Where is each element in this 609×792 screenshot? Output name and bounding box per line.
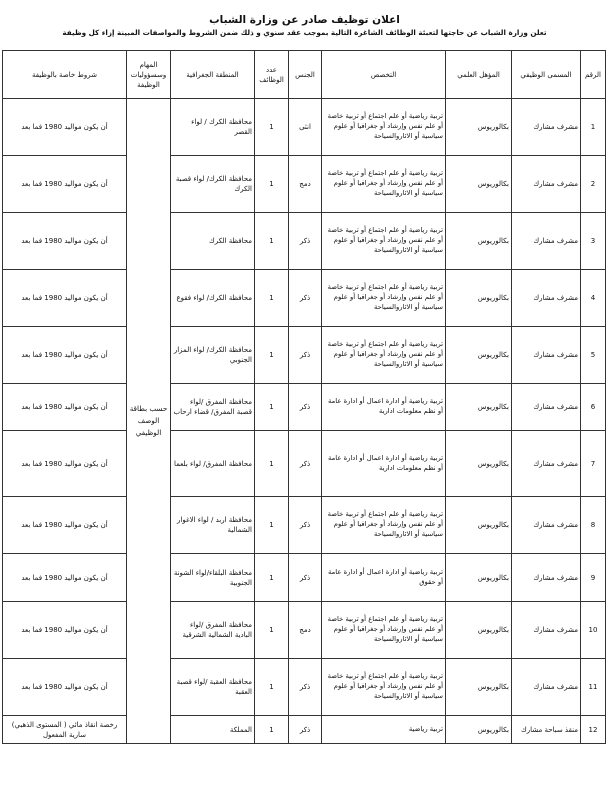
row-gender: ذكر (289, 384, 322, 431)
row-conditions: أن يكون مواليد 1980 فما بعد (3, 554, 127, 602)
row-gender: دمج (289, 156, 322, 213)
row-gender: ذكر (289, 431, 322, 497)
table-row (3, 554, 606, 602)
row-region: محافظة المفرق /لواء قصبة المفرق/ قضاء ارحاب (171, 384, 255, 431)
row-qualification: بكالوريوس (446, 659, 512, 716)
row-count: 1 (255, 431, 289, 497)
row-num: 6 (581, 384, 606, 431)
header-title: المسمى الوظيفي (512, 51, 581, 99)
row-conditions: أن يكون مواليد 1980 فما بعد (3, 99, 127, 156)
row-qualification: بكالوريوس (446, 497, 512, 554)
table-row (3, 602, 606, 659)
row-specialization: تربية رياضية (322, 716, 446, 744)
row-count: 1 (255, 156, 289, 213)
row-specialization: تربية رياضية أو علم اجتماع أو تربية خاصة أو علم نفس وإرشاد أو جغرافيا أو علوم سياسية أو الاثاروالسياحة (322, 213, 446, 270)
jobs-table (2, 50, 606, 744)
row-qualification: بكالوريوس (446, 156, 512, 213)
row-gender: انثى (289, 99, 322, 156)
row-num: 8 (581, 497, 606, 554)
row-count: 1 (255, 99, 289, 156)
row-gender: ذكر (289, 327, 322, 384)
row-conditions: أن يكون مواليد 1980 فما بعد (3, 659, 127, 716)
row-region: محافظة الكرك / لواء القصر (171, 99, 255, 156)
header-qualification: المؤهل العلمي (446, 51, 512, 99)
row-num: 1 (581, 99, 606, 156)
row-conditions: أن يكون مواليد 1980 فما بعد (3, 497, 127, 554)
row-title: مشرف مشارك (512, 431, 581, 497)
header-region: المنطقة الجغرافية (171, 51, 255, 99)
table-row (3, 716, 606, 744)
row-num: 12 (581, 716, 606, 744)
row-gender: ذكر (289, 716, 322, 744)
row-specialization: تربية رياضية أو علم اجتماع أو تربية خاصة أو علم نفس وإرشاد أو جغرافيا أو علوم سياسية أو الاثاروالسياحة (322, 270, 446, 327)
row-region: محافظة اربد / لواء الاغوار الشمالية (171, 497, 255, 554)
row-specialization: تربية رياضية أو ادارة اعمال أو ادارة عامة أو نظم معلومات ادارية (322, 431, 446, 497)
announcement-intro: تعلن وزارة الشباب عن حاجتها لتعبئة الوظائف الشاغرة التالية بموجب عقد سنوي و ذلك ضمن الشروط والمواصفات المبينة إزاء كل وظيفة (62, 28, 547, 37)
tasks-merged-cell: حسب بطاقة الوصف الوظيفي (127, 99, 171, 744)
row-gender: ذكر (289, 270, 322, 327)
row-title: مشرف مشارك (512, 602, 581, 659)
table-row (3, 659, 606, 716)
row-region: محافظة البلقاء/لواء الشونة الجنوبية (171, 554, 255, 602)
row-num: 10 (581, 602, 606, 659)
row-count: 1 (255, 659, 289, 716)
row-count: 1 (255, 716, 289, 744)
row-count: 1 (255, 384, 289, 431)
row-specialization: تربية رياضية أو علم اجتماع أو تربية خاصة أو علم نفس وإرشاد أو جغرافيا أو علوم سياسية أو الاثاروالسياحة (322, 156, 446, 213)
row-conditions: أن يكون مواليد 1980 فما بعد (3, 431, 127, 497)
row-specialization: تربية رياضية أو علم اجتماع أو تربية خاصة أو علم نفس وإرشاد أو جغرافيا أو علوم سياسية أو الاثاروالسياحة (322, 659, 446, 716)
header-count: عدد الوظائف (255, 51, 289, 99)
header-conditions: شروط خاصة بالوظيفة (3, 51, 127, 99)
table-row (3, 99, 606, 156)
row-title: مشرف مشارك (512, 554, 581, 602)
row-count: 1 (255, 213, 289, 270)
row-num: 3 (581, 213, 606, 270)
row-region: محافظة الكرك/ لواء المزار الجنوبي (171, 327, 255, 384)
row-qualification: بكالوريوس (446, 431, 512, 497)
row-num: 2 (581, 156, 606, 213)
row-specialization: تربية رياضية أو علم اجتماع أو تربية خاصة أو علم نفس وإرشاد أو جغرافيا أو علوم سياسية أو الاثاروالسياحة (322, 497, 446, 554)
announcement-title: اعلان توظيف صادر عن وزارة الشباب (209, 14, 400, 26)
row-specialization: تربية رياضية أو علم اجتماع أو تربية خاصة أو علم نفس وإرشاد أو جغرافيا أو علوم سياسية أو الاثاروالسياحة (322, 327, 446, 384)
table-row (3, 156, 606, 213)
row-specialization: تربية رياضية أو علم اجتماع أو تربية خاصة أو علم نفس وإرشاد أو جغرافيا أو علوم سياسية أو الاثاروالسياحة (322, 99, 446, 156)
row-count: 1 (255, 602, 289, 659)
row-gender: ذكر (289, 659, 322, 716)
table-row (3, 270, 606, 327)
row-qualification: بكالوريوس (446, 384, 512, 431)
row-specialization: تربية رياضية أو علم اجتماع أو تربية خاصة أو علم نفس وإرشاد أو جغرافيا أو علوم سياسية أو الاثاروالسياحة (322, 602, 446, 659)
row-count: 1 (255, 554, 289, 602)
row-title: مشرف مشارك (512, 99, 581, 156)
row-title: مشرف مشارك (512, 156, 581, 213)
row-title: مشرف مشارك (512, 497, 581, 554)
row-num: 7 (581, 431, 606, 497)
row-title: مشرف مشارك (512, 213, 581, 270)
row-gender: ذكر (289, 213, 322, 270)
row-qualification: بكالوريوس (446, 213, 512, 270)
table-row (3, 384, 606, 431)
row-specialization: تربية رياضية أو ادارة اعمال أو ادارة عامة أو حقوق (322, 554, 446, 602)
row-title: مشرف مشارك (512, 659, 581, 716)
row-conditions: أن يكون مواليد 1980 فما بعد (3, 213, 127, 270)
row-qualification: بكالوريوس (446, 554, 512, 602)
row-num: 4 (581, 270, 606, 327)
row-conditions: أن يكون مواليد 1980 فما بعد (3, 327, 127, 384)
row-gender: ذكر (289, 497, 322, 554)
header-tasks: المهام وسسؤوليات الوظيفة (127, 51, 171, 99)
row-qualification: بكالوريوس (446, 602, 512, 659)
row-region: محافظة الكرك/ لواء فقوع (171, 270, 255, 327)
row-conditions: رخصة انقاذ مائي ( المستوى الذهبي) سارية المفعول (3, 716, 127, 744)
row-specialization: تربية رياضية أو ادارة اعمال أو ادارة عامة أو نظم معلومات ادارية (322, 384, 446, 431)
row-qualification: بكالوريوس (446, 99, 512, 156)
row-region: المملكة (171, 716, 255, 744)
table-row (3, 213, 606, 270)
header-specialization: التخصص (322, 51, 446, 99)
row-region: محافظة الكرك/ لواء قصبة الكرك (171, 156, 255, 213)
row-region: محافظة الكرك (171, 213, 255, 270)
row-count: 1 (255, 327, 289, 384)
row-region: محافظة المفرق /لواء البادية الشمالية الشرقية (171, 602, 255, 659)
row-num: 9 (581, 554, 606, 602)
header-num: الرقم (581, 51, 606, 99)
row-title: مشرف مشارك (512, 327, 581, 384)
row-conditions: أن يكون مواليد 1980 فما بعد (3, 384, 127, 431)
row-title: مشرف مشارك (512, 384, 581, 431)
row-num: 11 (581, 659, 606, 716)
row-region: محافظة العقبة /لواء قصبة العقبة (171, 659, 255, 716)
table-row (3, 327, 606, 384)
row-qualification: بكالوريوس (446, 270, 512, 327)
row-qualification: بكالوريوس (446, 327, 512, 384)
table-body (3, 99, 606, 744)
table-header-row (3, 51, 606, 99)
row-region: محافظة المفرق/ لواء بلعما (171, 431, 255, 497)
row-gender: ذكر (289, 554, 322, 602)
row-conditions: أن يكون مواليد 1980 فما بعد (3, 156, 127, 213)
row-num: 5 (581, 327, 606, 384)
row-count: 1 (255, 497, 289, 554)
row-gender: دمج (289, 602, 322, 659)
row-title: مشرف مشارك (512, 270, 581, 327)
row-title: منقذ سباحة مشارك (512, 716, 581, 744)
header-gender: الجنس (289, 51, 322, 99)
table-row (3, 497, 606, 554)
table-row (3, 431, 606, 497)
row-count: 1 (255, 270, 289, 327)
row-conditions: أن يكون مواليد 1980 فما بعد (3, 602, 127, 659)
row-conditions: أن يكون مواليد 1980 فما بعد (3, 270, 127, 327)
row-qualification: بكالوريوس (446, 716, 512, 744)
